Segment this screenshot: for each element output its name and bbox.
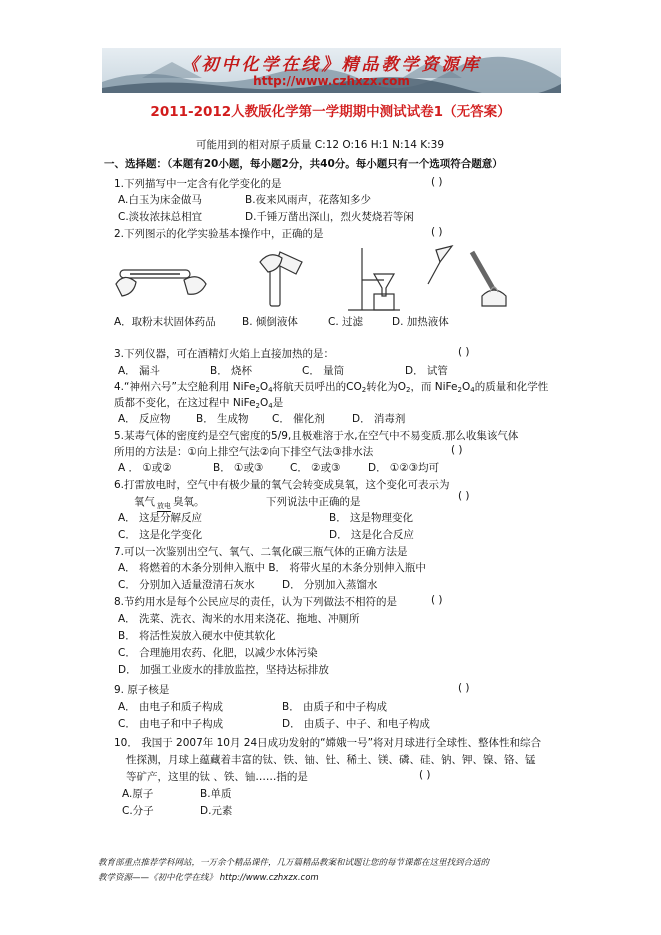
- q5-option-c[interactable]: C． ②或③: [290, 462, 341, 474]
- q2-option-a[interactable]: A．取粉末状固体药品: [114, 316, 216, 328]
- q8-answer-blank[interactable]: ( ): [431, 594, 443, 606]
- q10-stem-line1: 10． 我国于 2007年 10月 24日成功发射的“嫦娥一号”将对月球进行全球性、整体性和综合: [114, 737, 542, 749]
- q6-option-a[interactable]: A． 这是分解反应: [118, 512, 203, 524]
- q9-option-a[interactable]: A． 由电子和质子构成: [118, 701, 224, 713]
- banner-title: 《初中化学在线》精品教学资源库: [181, 55, 482, 75]
- q1-option-b[interactable]: B.夜来风雨声，花落知多少: [245, 194, 372, 206]
- page-title: 2011-2012人教版化学第一学期期中测试试卷1（无答案）: [150, 104, 511, 120]
- q2-option-d[interactable]: D. 加热液体: [392, 316, 449, 328]
- q5-answer-blank[interactable]: ( ): [451, 444, 463, 456]
- q6-answer-blank[interactable]: ( ): [458, 490, 470, 502]
- q10-option-b[interactable]: B.单质: [200, 788, 232, 800]
- footer-line2: 教学资源——《初中化学在线》 http://www.czhxzx.com: [98, 873, 319, 883]
- footer-line1: 教育部重点推荐学科网站，一万余个精品课件，几万篇精品教案和试题让您的每节课都在这里找到合适的: [98, 858, 490, 868]
- q1-option-d[interactable]: D.千锤万凿出深山，烈火焚烧若等闲: [245, 211, 414, 223]
- q7-option-c[interactable]: C． 分别加入适量澄清石灰水: [118, 579, 255, 591]
- q3-option-b[interactable]: B． 烧杯: [210, 365, 253, 377]
- q4-stem-line2: 质都不变化，在这过程中 $NiFe_2O_4$是: [114, 397, 284, 410]
- section-heading: 一、选择题：（本题有20小题，每小题2分，共40分。每小题只有一个选项符合题意）: [104, 158, 503, 170]
- q10-answer-blank[interactable]: ( ): [419, 769, 431, 781]
- q1-stem: 1.下列描写中一定含有化学变化的是: [114, 178, 282, 190]
- q3-option-c[interactable]: C． 量筒: [302, 365, 345, 377]
- q4-option-c[interactable]: C． 催化剂: [272, 413, 325, 425]
- q2-option-b[interactable]: B. 倾倒液体: [242, 316, 298, 328]
- q4-stem-line1: 4.“神州六号”太空舱利用 $NiFe_2O_4$将航天员呼出的$CO_2$转化为$O_2$，而 $NiFe_2O_4$的质量和化学性: [114, 381, 549, 394]
- q4-option-d[interactable]: D． 消毒剂: [352, 413, 406, 425]
- q3-stem: 3.下列仪器，可在酒精灯火焰上直接加热的是：: [114, 348, 335, 360]
- q9-answer-blank[interactable]: ( ): [458, 682, 470, 694]
- q2-stem: 2.下列图示的化学实验基本操作中，正确的是: [114, 228, 324, 240]
- q2-answer-blank[interactable]: ( ): [431, 226, 443, 238]
- q9-option-c[interactable]: C． 由电子和中子构成: [118, 718, 224, 730]
- lab-operations-figure: [110, 244, 540, 316]
- pouring-liquid-illustration: [260, 252, 302, 306]
- q6-equation: 氧气 放电 臭氧。: [134, 496, 205, 510]
- q8-option-a[interactable]: A． 洗菜、洗衣、淘米的水用来浇花、拖地、冲厕所: [118, 613, 360, 625]
- q10-option-d[interactable]: D.元素: [200, 805, 233, 817]
- q5-option-a[interactable]: A ． ①或②: [118, 462, 172, 474]
- q10-stem-line3: 等矿产，这里的钛 、铁、铀……指的是: [126, 771, 308, 783]
- q6-stem: 6.打雷放电时，空气中有极少量的氧气会转变成臭氧，这个变化可表示为: [114, 479, 450, 491]
- atomic-masses: 可能用到的相对原子质量 C:12 O:16 H:1 N:14 K:39: [196, 139, 445, 151]
- q9-option-d[interactable]: D． 由质子、中子、和电子构成: [282, 718, 430, 730]
- q1-option-a[interactable]: A.白玉为床金做马: [118, 194, 202, 206]
- q6-option-c[interactable]: C． 这是化学变化: [118, 529, 203, 541]
- filtration-illustration: [348, 248, 400, 310]
- q6-option-d[interactable]: D． 这是化合反应: [329, 529, 414, 541]
- q4-option-a[interactable]: A． 反应物: [118, 413, 171, 425]
- q6-stem-tail: 下列说法中正确的是: [266, 496, 361, 508]
- q8-option-d[interactable]: D． 加强工业废水的排放监控，坚持达标排放: [118, 664, 329, 676]
- q3-answer-blank[interactable]: ( ): [458, 346, 470, 358]
- q1-option-c[interactable]: C.淡妆浓抹总相宜: [118, 211, 203, 223]
- banner-url[interactable]: http://www.czhxzx.com: [253, 74, 410, 88]
- powder-tube-illustration: [116, 270, 206, 296]
- q5-option-b[interactable]: B． ①或③: [213, 462, 264, 474]
- q5-option-d[interactable]: D． ①②③均可: [368, 462, 440, 474]
- q4-option-b[interactable]: B． 生成物: [196, 413, 249, 425]
- q8-option-b[interactable]: B． 将活性炭放入硬水中使其软化: [118, 630, 276, 642]
- footer-link[interactable]: http://www.czhxzx.com: [219, 873, 319, 883]
- banner: [102, 48, 561, 93]
- q6-option-b[interactable]: B． 这是物理变化: [329, 512, 414, 524]
- q3-option-a[interactable]: A． 漏斗: [118, 365, 161, 377]
- q9-stem: 9. 原子核是: [114, 684, 170, 696]
- q7-option-d[interactable]: D． 分别加入蒸馏水: [282, 579, 378, 591]
- q2-option-c[interactable]: C. 过滤: [328, 316, 364, 328]
- q8-stem: 8.节约用水是每个公民应尽的责任，认为下列做法不相符的是: [114, 596, 398, 608]
- q5-stem-line2: 所用的方法是：①向上排空气法②向下排空气法③排水法: [114, 446, 374, 458]
- q6-reaction-condition: 放电: [157, 502, 171, 510]
- q10-option-a[interactable]: A.原子: [122, 788, 154, 800]
- heating-liquid-illustration: [428, 246, 506, 306]
- q1-answer-blank[interactable]: ( ): [431, 176, 443, 188]
- q9-option-b[interactable]: B． 由质子和中子构成: [282, 701, 388, 713]
- q3-option-d[interactable]: D． 试管: [405, 365, 448, 377]
- q8-option-c[interactable]: C． 合理施用农药、化肥，以减少水体污染: [118, 647, 318, 659]
- q10-stem-line2: 性探测，月球上蕴藏着丰富的钛、铁、铀、钍、稀土、镁、磷、硅、钠、钾、镍、铬、锰: [126, 754, 536, 766]
- q5-stem-line1: 5.某毒气体的密度约是空气密度的5/9,且极难溶于水,在空气中不易变质.那么收集该气体: [114, 430, 519, 442]
- q10-option-c[interactable]: C.分子: [122, 805, 154, 817]
- q7-stem: 7.可以一次鉴别出空气、氧气、二氧化碳三瓶气体的正确方法是: [114, 546, 408, 558]
- q7-option-ab[interactable]: A． 将燃着的木条分别伸入瓶中 B． 将带火星的木条分别伸入瓶中: [118, 562, 426, 574]
